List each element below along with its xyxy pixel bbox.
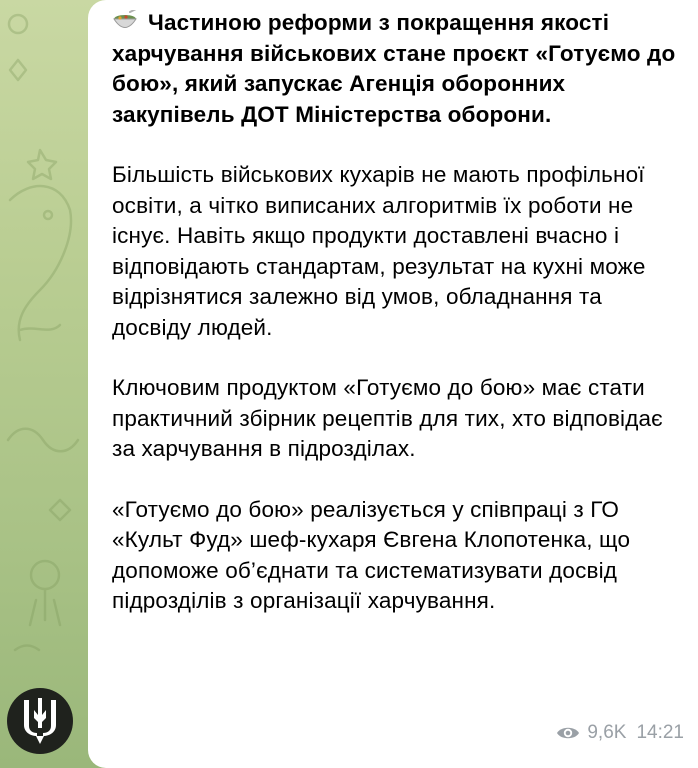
message-meta	[556, 722, 684, 744]
wallpaper-doodles	[0, 0, 88, 768]
message-text	[112, 8, 682, 647]
message-time: 14:21	[636, 722, 684, 743]
view-count: 9,6K	[587, 722, 627, 743]
message-lead-text: Частиною реформи з покращення якості харчування військових стане проєкт «Готуємо до бою», який запускає Агенція оборонних закупівель ДОТ Міністерства оборони.	[112, 10, 676, 127]
eye-icon	[556, 725, 580, 741]
trident-emblem-icon	[20, 698, 60, 744]
channel-avatar[interactable]	[7, 688, 73, 754]
message-paragraph-2: Більшість військових кухарів не мають профільної освіти, а чітко виписаних алгоритмів їх роботи не існує. Навіть якщо продукти доставлені вчасно і відповідають стандартам, результат на кухні може відрізнятися залежно від умов, обладнання та досвіду людей.	[112, 162, 646, 340]
message-paragraph-4: «Готуємо до бою» реалізується у співпраці з ГО «Культ Фуд» шеф-кухаря Євгена Клопотенка, що допоможе об’єднати та систематизувати досвід підрозділів з організації харчування.	[112, 496, 631, 613]
message-paragraph-1	[112, 8, 682, 130]
bowl-with-spoon-icon	[112, 10, 138, 32]
message-paragraph-3: Ключовим продуктом «Готуємо до бою» має стати практичний збірник рецептів для тих, хто відповідає за харчування в підрозділах.	[112, 375, 663, 461]
